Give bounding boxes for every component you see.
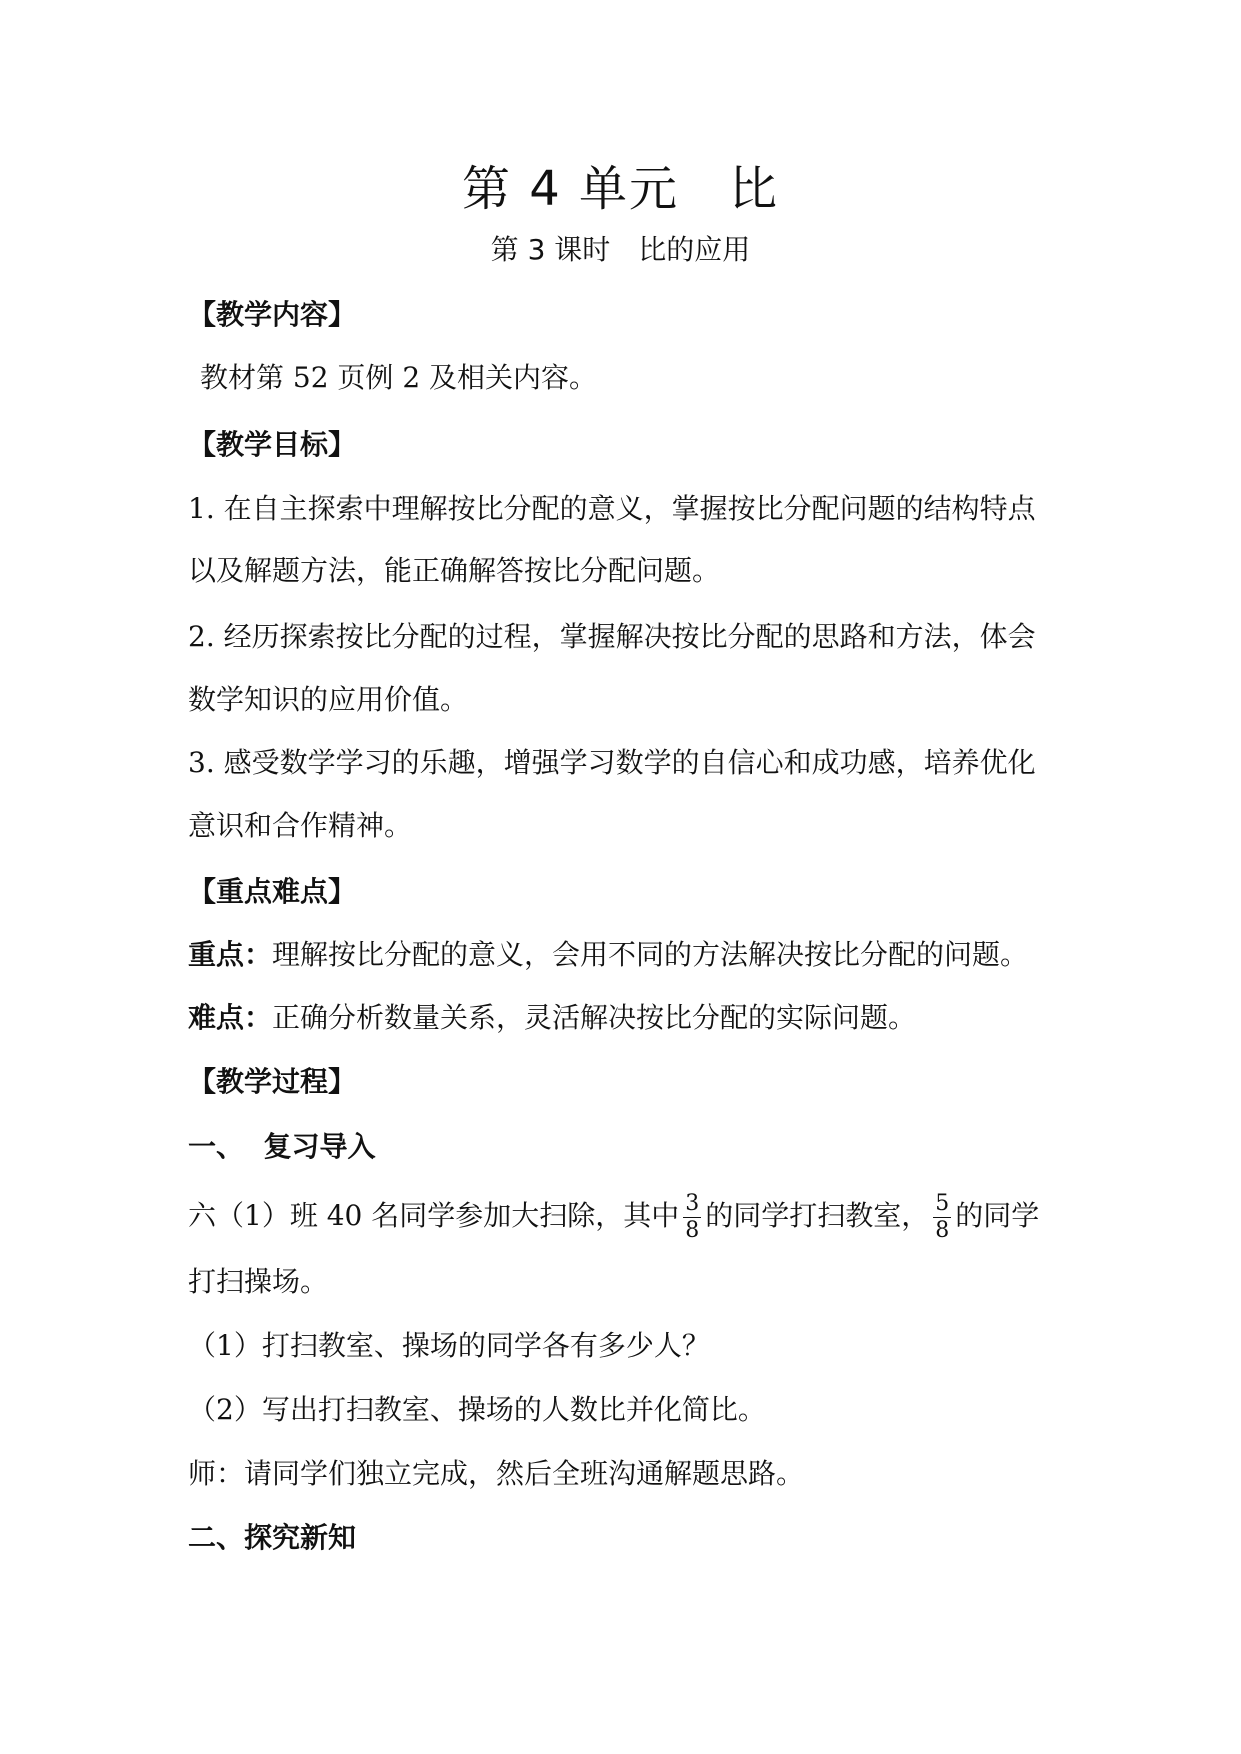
review-problem-line-2: 打扫操场。 [188, 1265, 329, 1298]
goal-1-line-1: 1. 在自主探索中理解按比分配的意义，掌握按比分配问题的结构特点 [188, 492, 1036, 525]
key-point [188, 935, 1028, 975]
key-point-text: 理解按比分配的意义，会用不同的方法解决按比分配的问题。 [272, 938, 1029, 971]
page-title [0, 150, 1241, 219]
key-point-label: 重点： [188, 938, 273, 971]
content-text: 教材第 52 页例 2 及相关内容。 [200, 361, 598, 394]
question-2: （2）写出打扫教室、操场的人数比并化简比。 [188, 1393, 766, 1426]
goal-3-line-2: 意识和合作精神。 [188, 809, 413, 842]
goal-3-line-1: 3. 感受数学学习的乐趣，增强学习数学的自信心和成功感，培养优化 [188, 746, 1036, 779]
section-heading-content: 【教学内容】 [188, 298, 357, 331]
fraction-three-eighths [683, 1191, 701, 1244]
section-heading-key-points: 【重点难点】 [188, 875, 357, 908]
difficult-point [188, 998, 916, 1038]
question-1: （1）打扫教室、操场的同学各有多少人？ [188, 1329, 710, 1362]
subtitle-topic: 比的应用 [638, 233, 751, 266]
goal-2-line-1: 2. 经历探索按比分配的过程，掌握解决按比分配的思路和方法，体会 [188, 620, 1036, 653]
goal-2-line-2: 数学知识的应用价值。 [188, 683, 469, 716]
page-subtitle [0, 228, 1241, 268]
section-heading-process: 【教学过程】 [188, 1065, 357, 1098]
step-2-heading: 二、探究新知 [188, 1521, 357, 1554]
fraction-denominator: 8 [935, 1218, 950, 1243]
fraction-numerator: 5 [935, 1191, 950, 1216]
goal-1-line-2: 以及解题方法，能正确解答按比分配问题。 [188, 554, 721, 587]
subtitle-lesson: 第 3 课时 [490, 233, 611, 266]
fraction-numerator: 3 [685, 1191, 700, 1216]
fraction-five-eighths [933, 1191, 951, 1244]
title-name: 比 [729, 161, 780, 217]
problem-text-part-3: 的同学 [955, 1199, 1040, 1232]
step-1-heading: 一、 复习导入 [188, 1130, 376, 1163]
teacher-instruction: 师：请同学们独立完成，然后全班沟通解题思路。 [188, 1457, 805, 1490]
difficult-point-label: 难点： [188, 1001, 273, 1034]
problem-text-part-1: 六（1）班 40 名同学参加大扫除，其中 [188, 1199, 680, 1232]
difficult-point-text: 正确分析数量关系，灵活解决按比分配的实际问题。 [272, 1001, 917, 1034]
fraction-denominator: 8 [685, 1218, 700, 1243]
problem-text-part-2: 的同学打扫教室， [705, 1199, 930, 1232]
title-unit: 第 4 单元 [461, 161, 680, 217]
review-problem-line-1 [188, 1186, 1039, 1246]
section-heading-goals: 【教学目标】 [188, 428, 357, 461]
